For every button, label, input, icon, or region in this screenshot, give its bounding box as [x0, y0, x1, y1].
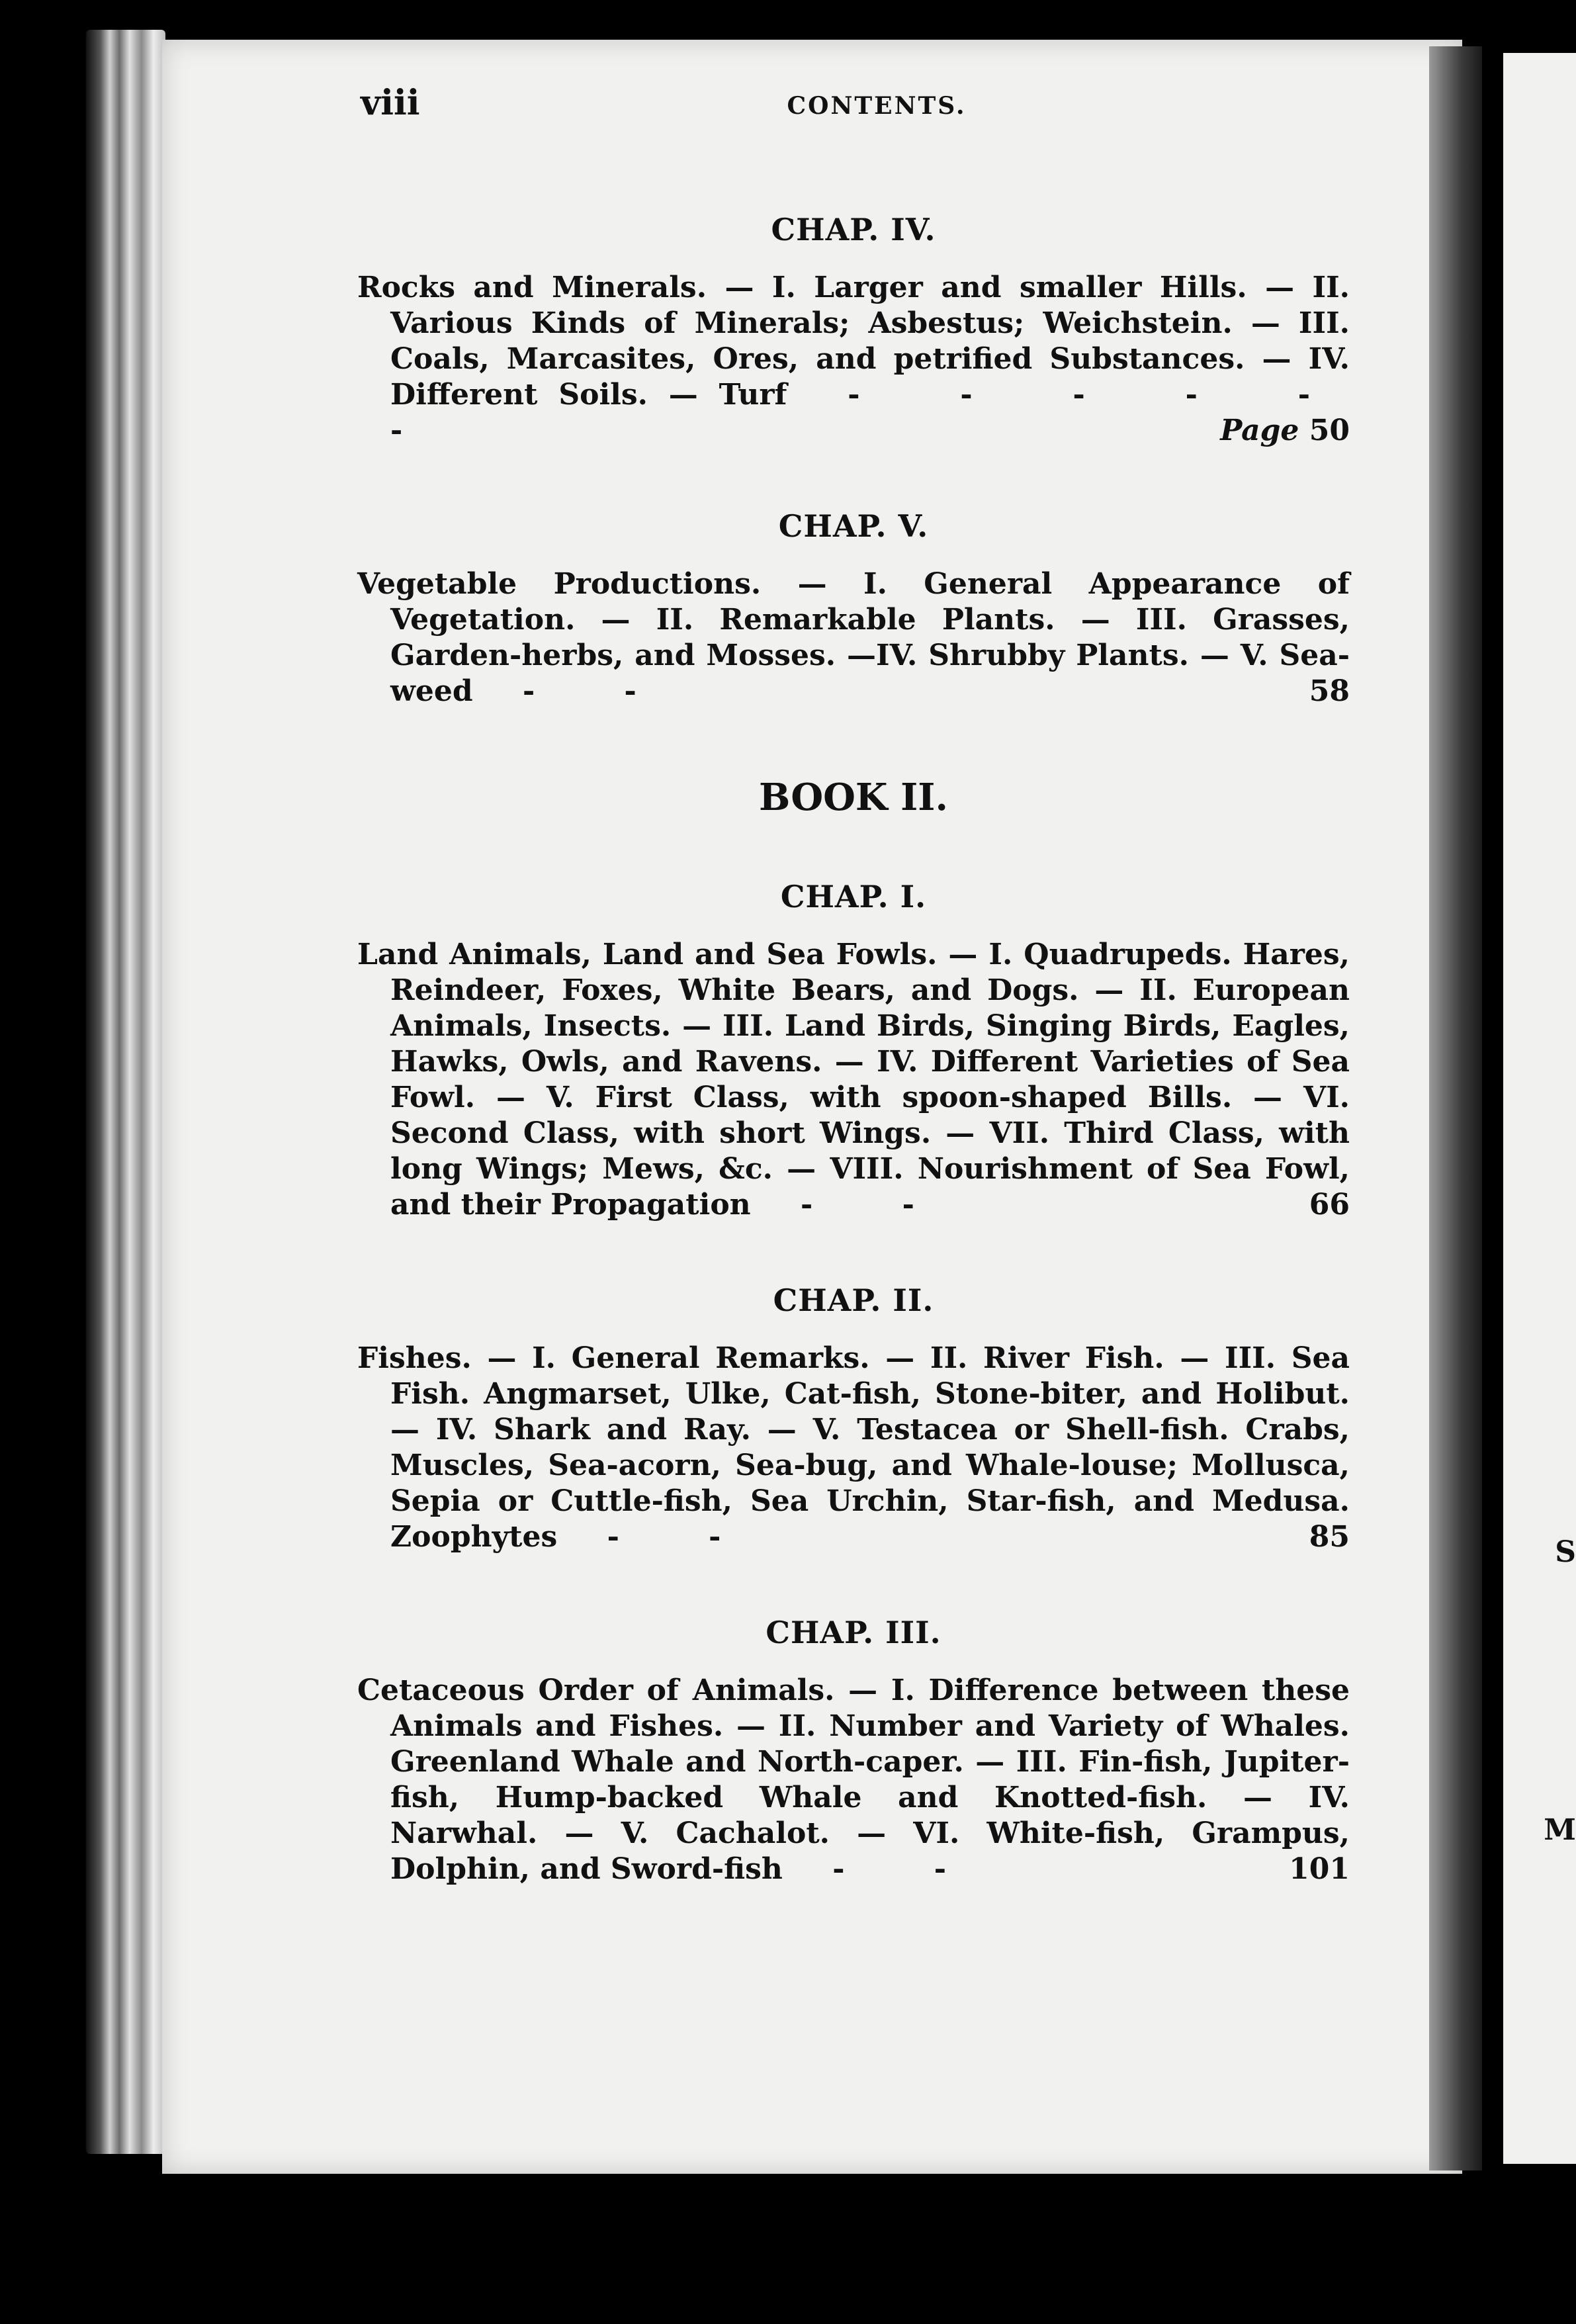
running-head: CONTENTS.: [787, 92, 967, 120]
page-header: [361, 83, 1393, 122]
chapter-section: [357, 508, 1350, 709]
next-page-fragment: M: [1544, 1813, 1576, 1847]
leader-dots: - -: [832, 1852, 986, 1886]
next-page-sliver: [1503, 53, 1576, 2164]
chapter-heading: CHAP. IV.: [771, 212, 936, 247]
next-page-fragment: S: [1555, 1535, 1576, 1569]
chapter-summary: [357, 937, 1350, 1223]
chapter-heading: CHAP. I.: [780, 879, 927, 915]
chapter-summary: [357, 566, 1350, 709]
chapter-summary: [357, 1673, 1350, 1887]
leader-dots: - -: [607, 1520, 761, 1554]
summary-text: Land Animals, Land and Sea Fowls. — I. Quadrupeds. Hares, Reindeer, Foxes, White Bears, and Dogs. — II. European Animals, Insects. — III. Land Birds, Singing Birds, Eagles, Hawks, Owls, and Ravens. — IV. Different Varieties of Sea Fowl. — V. First Class, with spoon-shaped Bills. — VI. Second Class, with short Wings. — VII. Third Class, with long Wings; Mews, &c. — VIII. Nourishment of Sea Fowl, and their Propagation: [357, 938, 1350, 1222]
chapter-summary: [357, 270, 1350, 449]
page-reference: 58: [1309, 674, 1350, 708]
page-number-ref: 50: [1309, 414, 1350, 447]
chapter-section: [357, 212, 1350, 449]
contents-body: [357, 212, 1350, 1947]
page-gutter-shadow: [1429, 46, 1482, 2170]
chapter-section: [357, 879, 1350, 1223]
chapter-summary: [357, 1341, 1350, 1555]
leader-dots: - - - - - -: [390, 378, 1350, 447]
summary-text: Vegetable Productions. — I. General Appearance of Vegetation. — II. Remarkable Plants. — III. Grasses, Garden-herbs, and Mosses. —IV. Shrubby Plants. — V. Sea-weed: [357, 567, 1350, 708]
book-heading: BOOK II.: [759, 776, 948, 819]
page-reference: [1220, 413, 1350, 449]
leader-dots: - -: [522, 674, 676, 708]
leader-dots: - -: [800, 1188, 954, 1222]
page-prefix: Page: [1220, 414, 1299, 447]
page-reference: 101: [1289, 1852, 1350, 1886]
book-page-edges: [86, 30, 165, 2154]
chapter-section: [357, 1282, 1350, 1555]
page-reference: 66: [1309, 1188, 1350, 1222]
summary-text: Cetaceous Order of Animals. — I. Difference between these Animals and Fishes. — II. Number and Variety of Whales. Greenland Whale and North-caper. — III. Fin-fish, Jupiter-fish, Hump-backed Whale and Knotted-fish. — IV. Narwhal. — V. Cachalot. — VI. White-fish, Grampus, Dolphin, and Sword-fish: [357, 1674, 1350, 1886]
chapter-heading: CHAP. III.: [766, 1615, 941, 1650]
summary-text: Rocks and Minerals. — I. Larger and smaller Hills. — II. Various Kinds of Minerals; Asbestus; Weichstein. — III. Coals, Marcasites, Ores, and petrified Substances. — IV. Different Soils. — Turf: [357, 271, 1350, 412]
chapter-section: [357, 1615, 1350, 1887]
page-number: viii: [361, 83, 420, 123]
summary-text: Fishes. — I. General Remarks. — II. River Fish. — III. Sea Fish. Angmarset, Ulke, Cat-fish, Stone-biter, and Holibut. — IV. Shark and Ray. — V. Testacea or Shell-fish. Crabs, Muscles, Sea-acorn, Sea-bug, and Whale-louse; Mollusca, Sepia or Cuttle-fish, Sea Urchin, Star-fish, and Medusa. Zoophytes: [357, 1341, 1350, 1554]
chapter-heading: CHAP. II.: [773, 1282, 934, 1318]
page-reference: 85: [1309, 1520, 1350, 1554]
chapter-heading: CHAP. V.: [778, 508, 929, 544]
